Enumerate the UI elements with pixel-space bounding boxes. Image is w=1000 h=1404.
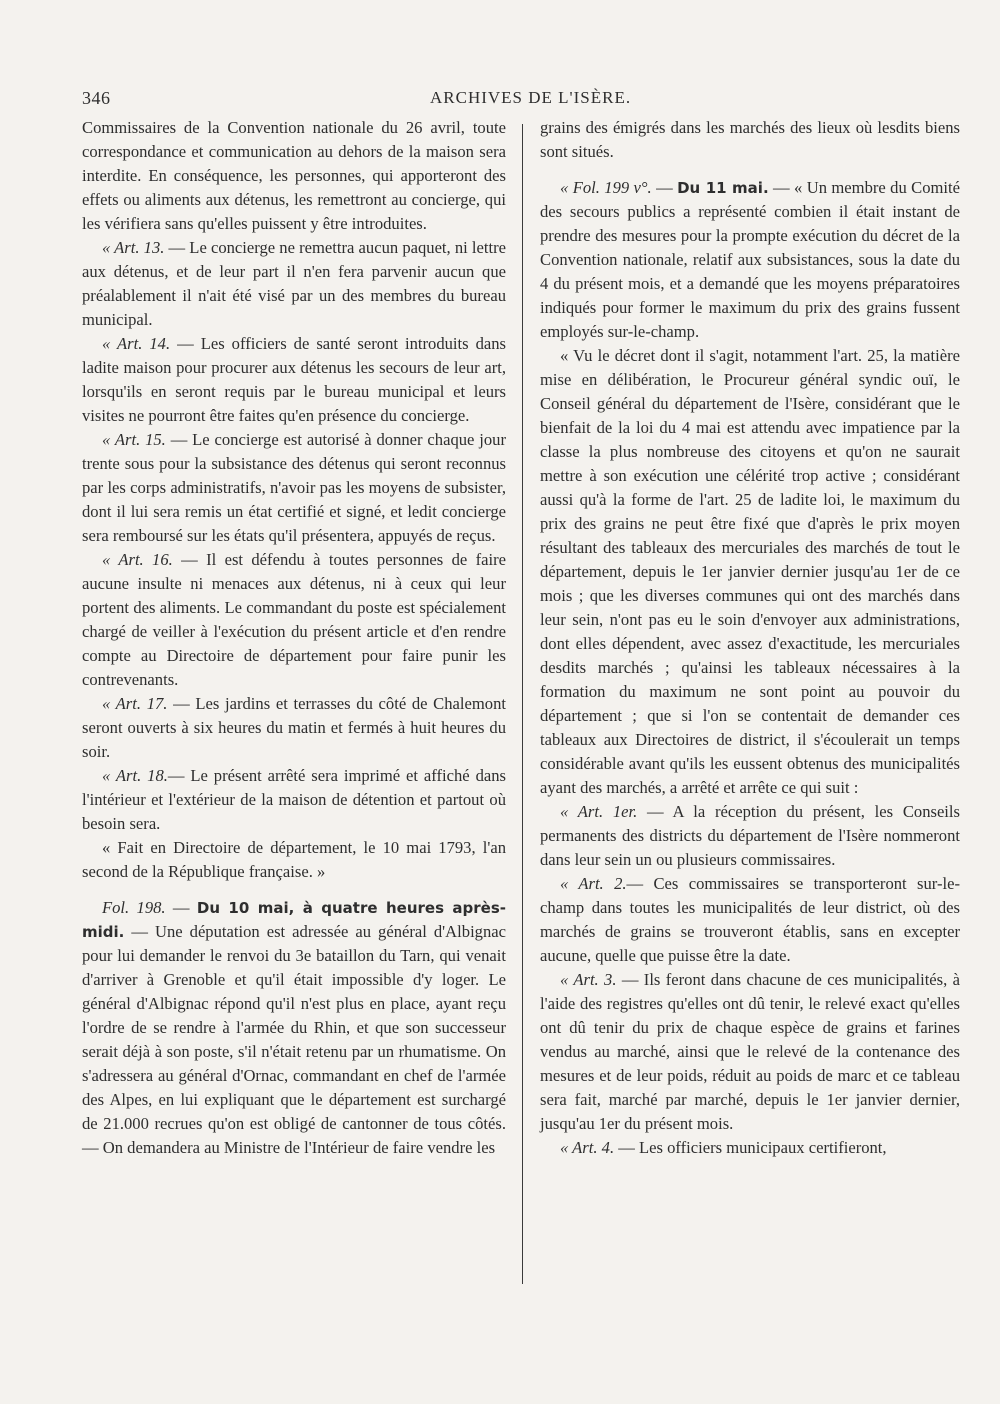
- folio-ref: « Fol. 199 v°.: [560, 178, 652, 197]
- paragraph: « Art. 18.— Le présent arrêté sera imprimé et affiché dans l'intérieur et l'extérieur de la maison de détention et partout où besoin sera.: [82, 766, 506, 833]
- article-ref: « Art. 18.: [102, 766, 168, 785]
- paragraph: Fol. 198. — Du 10 mai, à quatre heures après-midi. — Une députation est adressée au général d'Albignac pour lui demander le renvoi du 3e bataillon du Tarn, qui venait d'arriver à Grenoble et qu'il était impossible d'y loger. Le général d'Albignac répond qu'il n'est plus en place, ayant reçu l'ordre de se rendre à l'armée du Rhin, et que son successeur serait déjà à son poste, s'il n'était retenu par un rhumatisme. On s'adressera au général d'Ornac, commandant en chef de l'armée des Alpes, en lui expliquant que le département est surchargé de 21.000 recrues qu'on est obligé de cantonner de tous côtés. — On demandera au Ministre de l'Intérieur de faire vendre les: [82, 898, 506, 1157]
- paragraph: « Art. 3. — Ils feront dans chacune de ces municipalités, à l'aide des registres qu'elles ont dû tenir, le relevé exact qu'elles ont dû tenir du prix de chaque espèce de grains et farines vendus au marché, ainsi que le relevé de la contenance des mesures et de leur poids, réduit au poids de marc et ce tableau sera fait, marché par marché, depuis le 1er janvier dernier, jusqu'au 1er du présent mois.: [540, 970, 960, 1133]
- article-ref: « Art. 4.: [560, 1138, 615, 1157]
- paragraph: « Vu le décret dont il s'agit, notamment l'art. 25, la matière mise en délibération, le Procureur général syndic ouï, le Conseil général du département de l'Isère, considérant que le bienfait de la loi du 4 mai est attendu avec impatience par la classe la plus nombreuse des citoyens et qu'on ne saurait mettre à son exécution une célérité trop active ; considérant aussi qu'à la forme de l'art. 25 de ladite loi, le maximum du prix des grains ne peut être fixé que d'après le prix moyen résultant des tableaux des mercuriales des marchés de tout le département, depuis le 1er janvier dernier jusqu'au 1er de ce mois ; que les diverses communes qui ont des marchés dans leur sein, n'ont pas eu le soin d'envoyer aux administrations, dont elles dépendent, avec assez d'exactitude, les mercuriales desdits marchés ; qu'ainsi les tableaux nécessaires à la formation du maximum ne sont point au pouvoir du département ; que si l'on se contentait de demander ces tableaux aux Directoires de district, il s'écoulerait un temps considérable avant qu'ils les eussent obtenus des municipalités ayant des marchés, a arrêté et arrête ce qui suit :: [540, 346, 960, 797]
- folio-ref: Fol. 198.: [102, 898, 166, 917]
- paragraph: grains des émigrés dans les marchés des lieux où lesdits biens sont situés.: [540, 118, 960, 161]
- running-head: ARCHIVES DE L'ISÈRE.: [430, 88, 632, 107]
- paragraph: « Art. 2.— Ces commissaires se transporteront sur-le-champ dans toutes les municipalités de leur district, où des marchés de grains se trouveront établis, sans en excepter aucune, quelle que puisse être la date.: [540, 874, 960, 965]
- entry-date: Du 10 mai, à quatre heures après-midi.: [82, 899, 506, 941]
- left-column: [82, 116, 506, 1286]
- article-ref: « Art. 16.: [102, 550, 173, 569]
- paragraph: « Art. 15. — Le concierge est autorisé à donner chaque jour trente sous pour la subsistance des détenus qui seront reconnus par les corps administratifs, n'avoir pas les moyens de subsister, dont il lui sera remis un état certifié et signé, et ledit concierge sera remboursé sur les états qu'il présentera, appuyés de reçus.: [82, 430, 506, 545]
- paragraph: « Fait en Directoire de département, le 10 mai 1793, l'an second de la République française. »: [82, 838, 506, 881]
- column-divider: [522, 124, 523, 1284]
- paragraph: « Art. 1er. — A la réception du présent, les Conseils permanents des districts du département de l'Isère nommeront dans leur sein un ou plusieurs commissaires.: [540, 802, 960, 869]
- article-ref: « Art. 15.: [102, 430, 166, 449]
- page-number: 346: [82, 88, 111, 108]
- paragraph: « Art. 4. — Les officiers municipaux certifieront,: [560, 1138, 887, 1157]
- entry-date: Du 11 mai.: [677, 179, 769, 197]
- article-ref: « Art. 3.: [560, 970, 617, 989]
- paragraph: « Art. 13. — Le concierge ne remettra aucun paquet, ni lettre aux détenus, et de leur part il n'en fera parvenir aucun que préalablement il n'ait été visé par un des membres du bureau municipal.: [82, 238, 506, 329]
- paragraph: « Art. 17. — Les jardins et terrasses du côté de Chalemont seront ouverts à six heures du matin et fermés à huit heures du soir.: [82, 694, 506, 761]
- article-ref: « Art. 13.: [102, 238, 165, 257]
- paragraph: « Art. 14. — Les officiers de santé seront introduits dans ladite maison pour procurer aux détenus les secours de leur art, lorsqu'ils en seront requis par le bureau municipal et leurs visites ne pourront être faites qu'en présence du concierge.: [82, 334, 507, 425]
- article-ref: « Art. 14.: [102, 334, 171, 353]
- article-ref: « Art. 1er.: [560, 802, 638, 821]
- paragraph: « Art. 16. — Il est défendu à toutes personnes de faire aucune insulte ni menaces aux détenus, ni à ceux qui leur portent des aliments. Le commandant du poste est spécialement chargé de veiller à l'exécution du présent article et d'en rendre compte au Directoire de département pour faire punir les contrevenants.: [82, 550, 507, 689]
- right-column: [540, 116, 960, 1286]
- paragraph: Commissaires de la Convention nationale du 26 avril, toute correspondance et communication au dehors de la maison sera interdite. En conséquence, les personnes, qui apporteront des effets ou aliments aux détenus, les remettront au concierge, qui les vérifiera sans qu'elles puissent y être introduites.: [82, 118, 506, 233]
- paragraph: « Fol. 199 v°. — Du 11 mai. — « Un membre du Comité des secours publics a représenté combien il était instant de prendre des mesures pour la prompte exécution du décret de la Convention nationale, relatif aux subsistances, sous la date du 4 du présent mois, et a demandé que les moyens préparatoires indiqués pour former le maximum du prix des grains fussent employés sur-le-champ.: [540, 178, 960, 341]
- article-ref: « Art. 17.: [102, 694, 168, 713]
- article-ref: « Art. 2.: [560, 874, 627, 893]
